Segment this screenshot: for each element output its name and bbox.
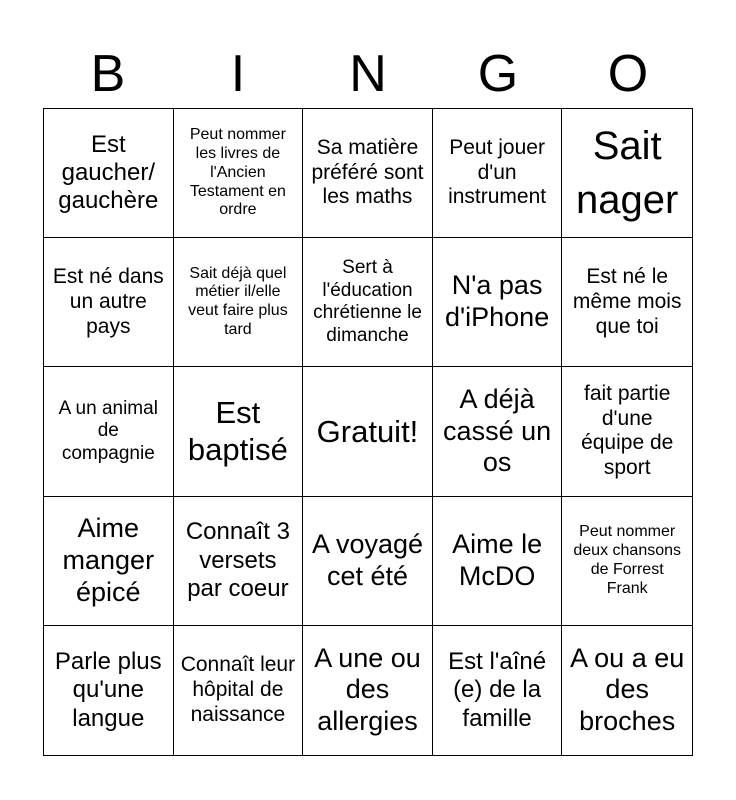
bingo-cell[interactable]: A un animal de compagnie xyxy=(44,367,174,496)
bingo-cell[interactable]: Est né le même mois que toi xyxy=(562,238,692,367)
bingo-cell[interactable]: Sait nager xyxy=(562,109,692,238)
bingo-cell[interactable]: Est l'aîné (e) de la famille xyxy=(433,626,563,755)
bingo-cell[interactable]: Sait déjà quel métier il/elle veut faire plus tard xyxy=(174,238,304,367)
bingo-cell[interactable]: fait partie d'une équipe de sport xyxy=(562,367,692,496)
bingo-cell[interactable]: Connaît leur hôpital de naissance xyxy=(174,626,304,755)
bingo-cell[interactable]: Parle plus qu'une langue xyxy=(44,626,174,755)
bingo-cell[interactable]: A voyagé cet été xyxy=(303,497,433,626)
bingo-cell[interactable]: Sa matière préféré sont les maths xyxy=(303,109,433,238)
bingo-cell[interactable]: A une ou des allergies xyxy=(303,626,433,755)
bingo-cell[interactable]: Peut nommer les livres de l'Ancien Testament en ordre xyxy=(174,109,304,238)
bingo-cell[interactable]: A déjà cassé un os xyxy=(433,367,563,496)
bingo-cell[interactable]: Est gaucher/ gauchère xyxy=(44,109,174,238)
header-letter-o: O xyxy=(607,45,649,103)
bingo-cell[interactable]: Est baptisé xyxy=(174,367,304,496)
free-cell[interactable]: Gratuit! xyxy=(303,367,433,496)
bingo-cell[interactable]: Est né dans un autre pays xyxy=(44,238,174,367)
bingo-cell[interactable]: Sert à l'éducation chrétienne le dimanche xyxy=(303,238,433,367)
bingo-cell[interactable]: Aime le McDO xyxy=(433,497,563,626)
bingo-cell[interactable]: A ou a eu des broches xyxy=(570,642,685,737)
bingo-grid xyxy=(43,108,693,756)
bingo-cell[interactable]: Aime manger épicé xyxy=(44,497,174,626)
bingo-cell[interactable]: Connaît 3 versets par coeur xyxy=(174,497,304,626)
bingo-cell[interactable]: Peut jouer d'un instrument xyxy=(433,109,563,238)
header-letter-b: B xyxy=(90,45,126,103)
header-letter-g: G xyxy=(477,45,519,103)
bingo-header xyxy=(43,40,693,108)
bingo-cell[interactable]: N'a pas d'iPhone xyxy=(433,238,563,367)
bingo-cell[interactable]: Peut nommer deux chansons de Forrest Frank xyxy=(562,497,692,626)
header-letter-n: N xyxy=(349,45,387,103)
header-letter-i: I xyxy=(230,45,246,103)
